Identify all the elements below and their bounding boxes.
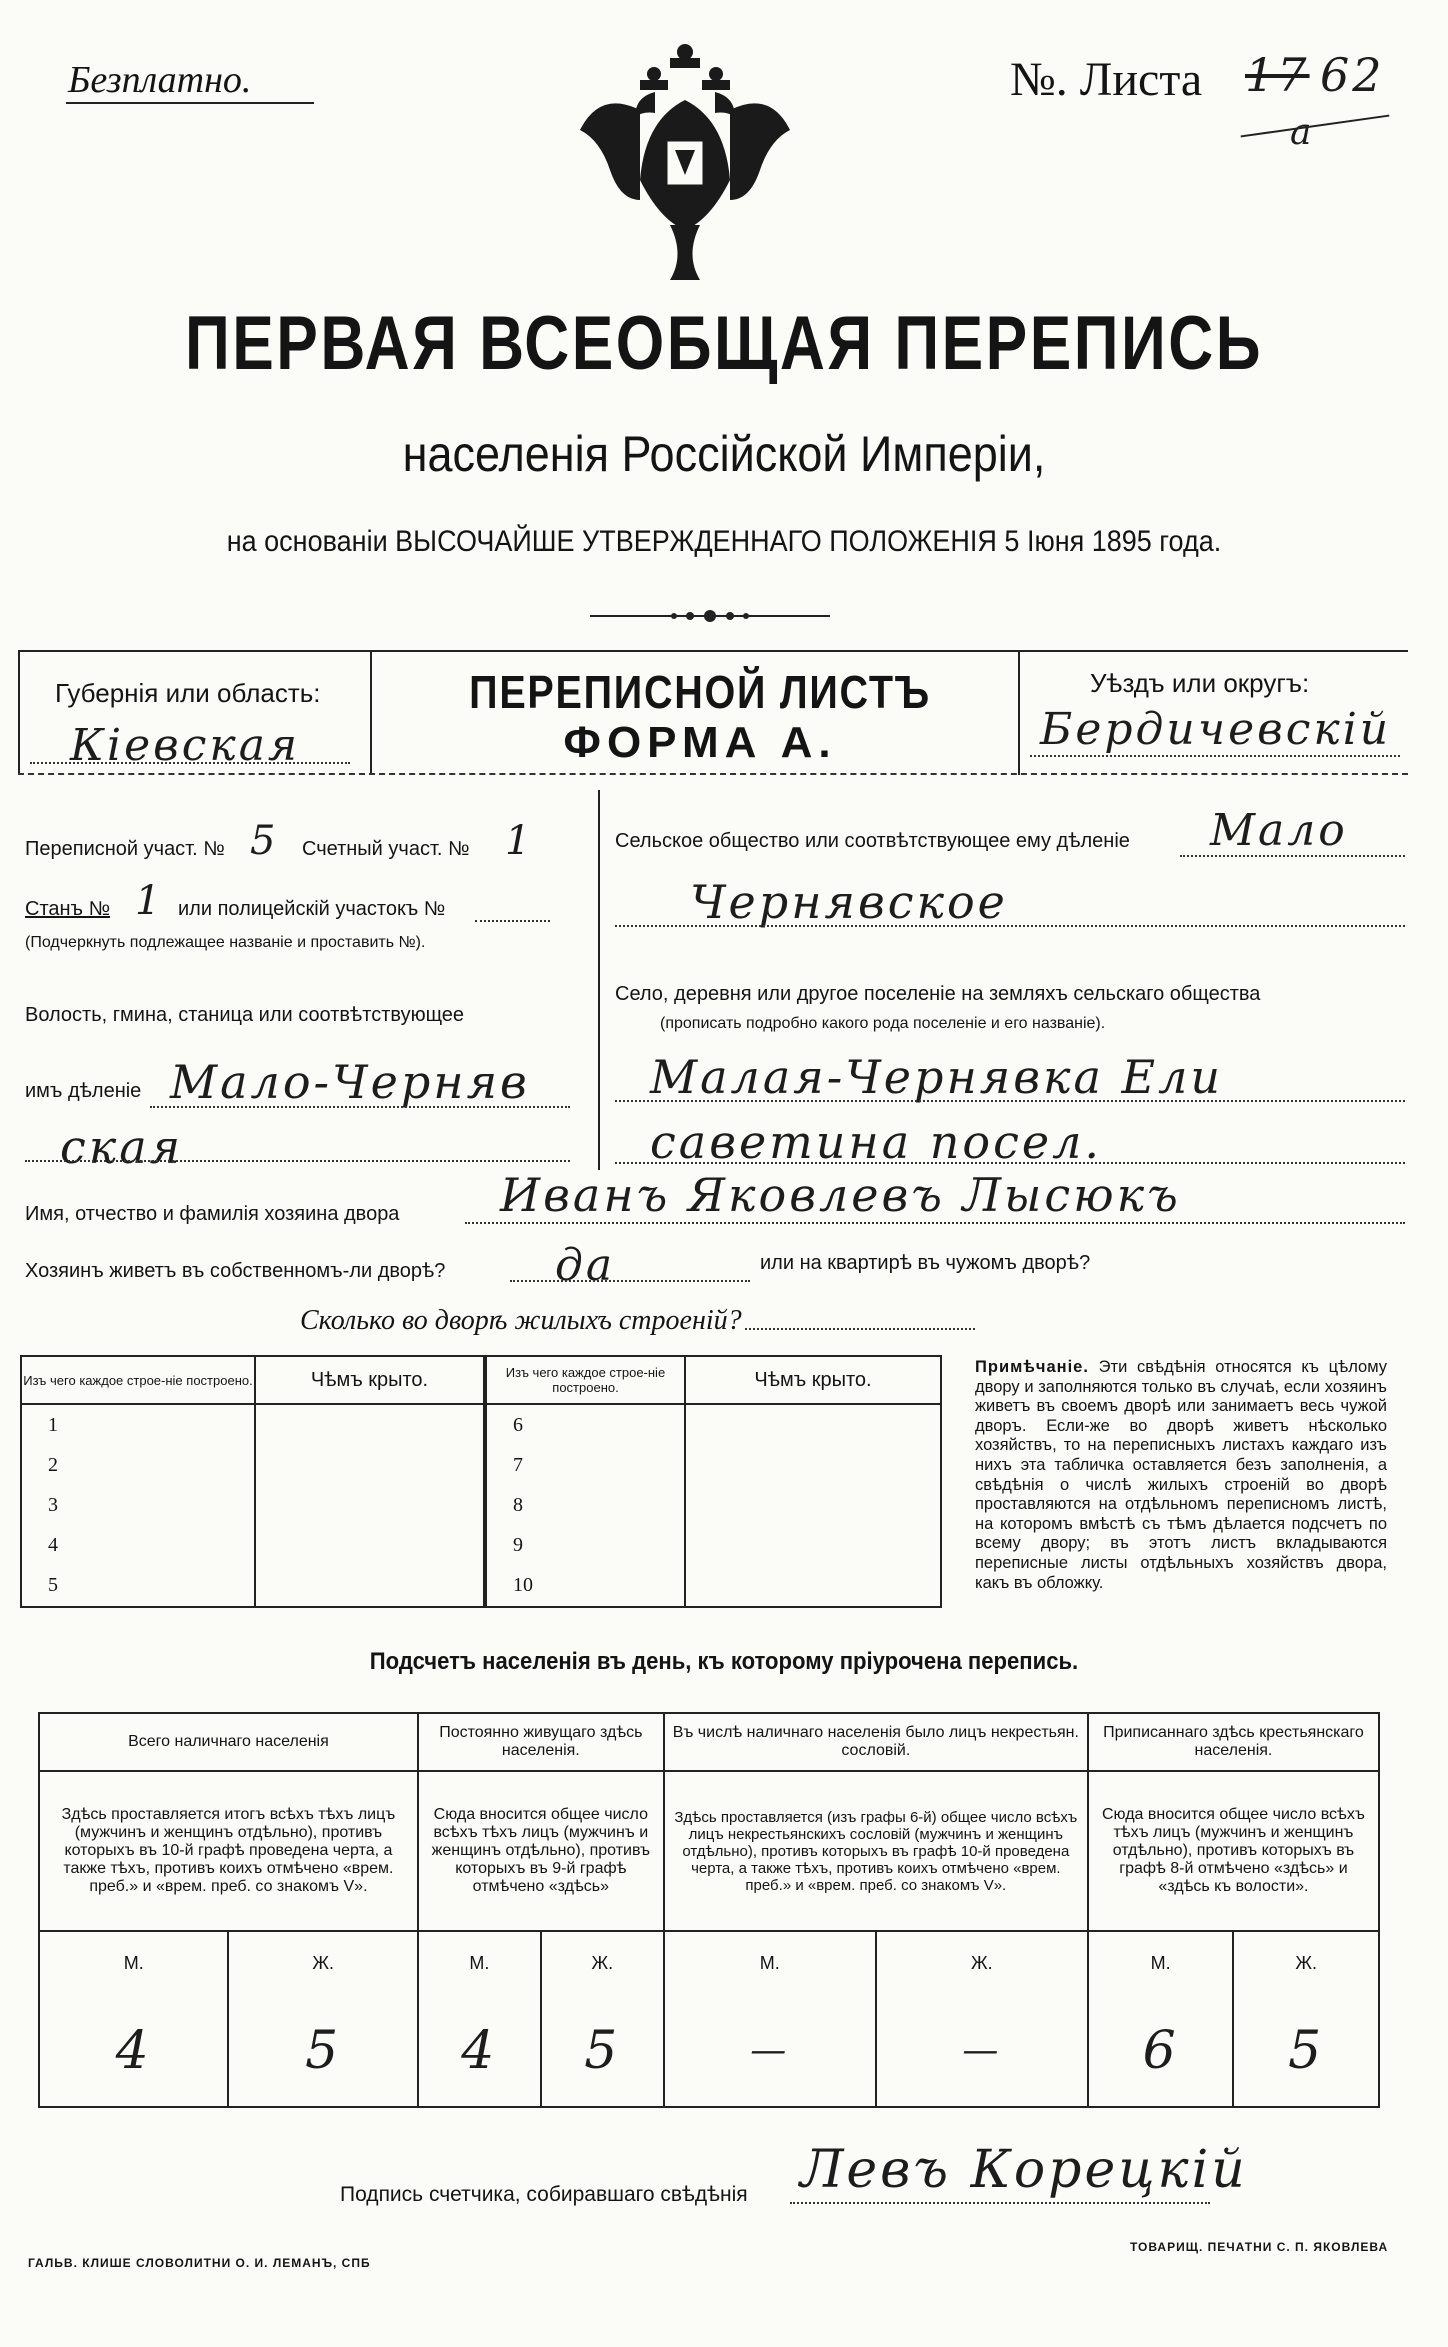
building-row-num: 7 [485, 1446, 685, 1486]
owner-name-value: Иванъ Яковлевъ Лысюкъ [500, 1168, 1181, 1222]
buildings-note [975, 1358, 1387, 1593]
society-label: Сельское общество или соотвѣтствующее ему дѣленіе [615, 830, 1130, 852]
building-row-num: 9 [485, 1525, 685, 1565]
society-line [1180, 855, 1405, 857]
printer-left: ГАЛЬВ. КЛИШЕ СЛОВОЛИТНИ О. И. ЛЕМАНЪ, СПБ [28, 2256, 371, 2270]
form-letter: ФОРМА А. [563, 718, 837, 767]
census-area-label: Переписной участ. № [25, 838, 225, 860]
count-col-registered-heading: Приписаннаго здѣсь крестьянскаго населенія. [1088, 1713, 1379, 1771]
village-note: (прописать подробно какого рода поселеніе и его названіе). [660, 1015, 1106, 1032]
police-label: или полицейскій участокъ № [178, 898, 446, 920]
col-roof-left: Чѣмъ крыто. [255, 1356, 485, 1404]
village-value: Малая-Чернявка Ели [650, 1050, 1224, 1104]
underline-note: (Подчеркнуть подлежащее названіе и проставить №). [25, 934, 426, 951]
sheet-number-sub: a [1290, 112, 1315, 153]
count-col-nonpeasant-desc: Здѣсь проставляется (изъ графы 6-й) общее число всѣхъ лицъ некрестьянскихъ сословій (мужчинъ и женщинъ отдѣльно), противъ которыхъ въ графѣ 10-й проведена черта, а также тѣхъ, противъ коихъ отмѣчено «врем. преб.» и «врем. преб. со знакомъ V». [664, 1771, 1088, 1931]
registered-male-value: 6 [1088, 1995, 1234, 2107]
total-male-value: 4 [39, 1995, 228, 2107]
count-col-total-heading: Всего наличнаго населенія [39, 1713, 418, 1771]
col-material-left: Изъ чего каждое строе-ніе построено. [21, 1356, 255, 1404]
population-count-table [38, 1712, 1380, 2108]
signature-line [790, 2202, 1210, 2204]
society-value-2: Чернявское [690, 875, 1008, 929]
col-roof-right: Чѣмъ крыто. [685, 1356, 941, 1404]
free-underline [66, 102, 314, 104]
volost-line [150, 1106, 570, 1108]
basis-line: на основаніи ВЫСОЧАЙШЕ УТВЕРЖДЕННАГО ПОЛОЖЕНІЯ 5 Іюня 1895 года. [226, 525, 1222, 558]
col-material-right: Изъ чего каждое строе-ніе построено. [485, 1356, 685, 1404]
ornament-divider [590, 608, 830, 624]
main-title: ПЕРВАЯ ВСЕОБЩАЯ ПЕРЕПИСЬ [185, 301, 1263, 386]
count-col-permanent-desc: Сюда вносится общее число всѣхъ тѣхъ лицъ (мужчинъ и женщинъ отдѣльно), противъ которыхъ въ 9-й графѣ отмѣчено «здѣсь» [418, 1771, 664, 1931]
sheet-number-underline [1241, 115, 1390, 138]
building-row-num: 6 [485, 1404, 685, 1446]
form-header-mid-rule-1 [370, 650, 372, 775]
building-row-num: 4 [21, 1525, 255, 1565]
own-yard-line [510, 1280, 750, 1282]
building-row-num: 3 [21, 1486, 255, 1526]
police-line [475, 920, 550, 922]
volost-label: Волость, гмина, станица или соотвѣтствующее [25, 1004, 465, 1026]
volost-line-2 [25, 1160, 570, 1162]
province-label: Губернія или область: [55, 678, 321, 708]
male-label: М. [418, 1931, 541, 1995]
own-yard-label: Хозяинъ живетъ въ собственномъ-ли дворѣ? [25, 1260, 446, 1282]
society-line-2 [615, 925, 1405, 927]
apartment-label: или на квартирѣ въ чужомъ дворѣ? [760, 1252, 1091, 1274]
female-label: Ж. [876, 1931, 1088, 1995]
form-header-mid-rule-2 [1018, 650, 1020, 775]
buildings-answer-line [745, 1328, 975, 1330]
form-header-top-rule [18, 650, 1408, 652]
district-line [1030, 755, 1400, 757]
male-label: М. [1088, 1931, 1234, 1995]
district-value: Бердичевскій [1040, 704, 1392, 755]
own-yard-value: да [555, 1240, 616, 1291]
owner-name-line [465, 1222, 1405, 1224]
count-col-permanent-heading: Постоянно живущаго здѣсь населенія. [418, 1713, 664, 1771]
building-row-num: 2 [21, 1446, 255, 1486]
owner-name-label: Имя, отчество и фамилія хозяина двора [25, 1203, 400, 1225]
form-title: ПЕРЕПИСНОЙ ЛИСТЪ [469, 666, 931, 718]
count-col-total-desc: Здѣсь проставляется итогъ всѣхъ тѣхъ лицъ (мужчинъ и женщинъ отдѣльно), противъ которыхъ въ 10-й графѣ проведена черта, а также тѣхъ, противъ коихъ отмѣчено «врем. преб.» и «врем. преб. со знакомъ V». [39, 1771, 418, 1931]
province-value: Кіевская [70, 720, 301, 771]
census-area-value: 5 [250, 818, 279, 864]
note-heading: Примѣчаніе. [975, 1358, 1089, 1376]
volost-value-2: ская [60, 1120, 184, 1174]
free-label: Безплатно. [68, 59, 252, 101]
total-female-value: 5 [228, 1995, 417, 2107]
district-label: Уѣздъ или округъ: [1090, 668, 1310, 698]
buildings-question: Сколько во дворѣ жилыхъ строеній? [300, 1305, 742, 1336]
count-col-nonpeasant-heading: Въ числѣ наличнаго населенія было лицъ некрестьян. сословій. [664, 1713, 1088, 1771]
building-row-num: 5 [21, 1565, 255, 1607]
female-label: Ж. [228, 1931, 417, 1995]
subtitle: населенія Россійской Имперіи, [402, 426, 1046, 482]
permanent-female-value: 5 [541, 1995, 664, 2107]
province-line [30, 762, 350, 764]
buildings-table [20, 1355, 942, 1608]
form-header-bottom-rule [18, 773, 1408, 775]
village-label: Село, деревня или другое поселеніе на земляхъ сельскаго общества [615, 983, 1261, 1005]
stan-value: 1 [135, 878, 164, 924]
village-line [615, 1100, 1405, 1102]
nonpeasant-female-value: — [876, 1995, 1088, 2107]
signature-value: Левъ Корецкій [800, 2140, 1248, 2200]
printer-right: ТОВАРИЩ. ПЕЧАТНИ С. П. ЯКОВЛЕВА [1130, 2240, 1389, 2254]
fields-divider [598, 790, 600, 1170]
count-title: Подсчетъ населенія въ день, къ которому пріурочена перепись. [369, 1648, 1079, 1675]
sheet-number-value: 62 [1320, 48, 1385, 102]
building-row-num: 8 [485, 1486, 685, 1526]
registered-female-value: 5 [1233, 1995, 1379, 2107]
sheet-number-label: №. Листа [1010, 53, 1203, 106]
permanent-male-value: 4 [418, 1995, 541, 2107]
signature-label: Подпись счетчика, собиравшаго свѣдѣнія [340, 2183, 748, 2206]
count-area-label: Счетный участ. № [302, 838, 470, 860]
male-label: М. [39, 1931, 228, 1995]
imperial-eagle-emblem [570, 40, 800, 280]
village-line-2 [615, 1162, 1405, 1164]
male-label: М. [664, 1931, 876, 1995]
female-label: Ж. [1233, 1931, 1379, 1995]
building-row-num: 10 [485, 1565, 685, 1607]
count-area-value: 1 [505, 818, 534, 864]
society-value: Мало [1210, 805, 1348, 856]
volost-value: Мало-Черняв [170, 1055, 530, 1109]
note-text: Эти свѣдѣнія относятся къ цѣлому двору и заполняются только въ случаѣ, если хозяинъ живетъ въ своемъ дворѣ или занимаетъ весь чужой дворъ. Если-же во дворѣ живетъ нѣсколько хозяйствъ, то на переписныхъ листахъ каждаго изъ нихъ эта табличка оставляется безъ заполненія, а свѣдѣнія о числѣ жилыхъ строеній во дворѣ проставляются на отдѣльномъ переписномъ листѣ, на которомъ вмѣстѣ съ тѣмъ дѣлается подсчетъ по всему двору; въ этотъ листъ вкладываются переписные листы отдѣльныхъ хозяйствъ двора, какъ въ обложку. [975, 1358, 1387, 1592]
stan-label: Станъ № [25, 898, 111, 920]
building-row-num: 1 [21, 1404, 255, 1446]
count-col-registered-desc: Сюда вносится общее число всѣхъ тѣхъ лицъ (мужчинъ и женщинъ отдѣльно), противъ которыхъ въ графѣ 8-й отмѣчено «здѣсь» и «здѣсь къ волости». [1088, 1771, 1379, 1931]
nonpeasant-male-value: — [664, 1995, 876, 2107]
form-header-left-rule [18, 650, 20, 775]
crossed-sheet-number: 17 [1245, 48, 1310, 102]
village-value-2: саветина посел. [650, 1115, 1102, 1169]
female-label: Ж. [541, 1931, 664, 1995]
volost-label-2: имъ дѣленіе [25, 1080, 142, 1102]
